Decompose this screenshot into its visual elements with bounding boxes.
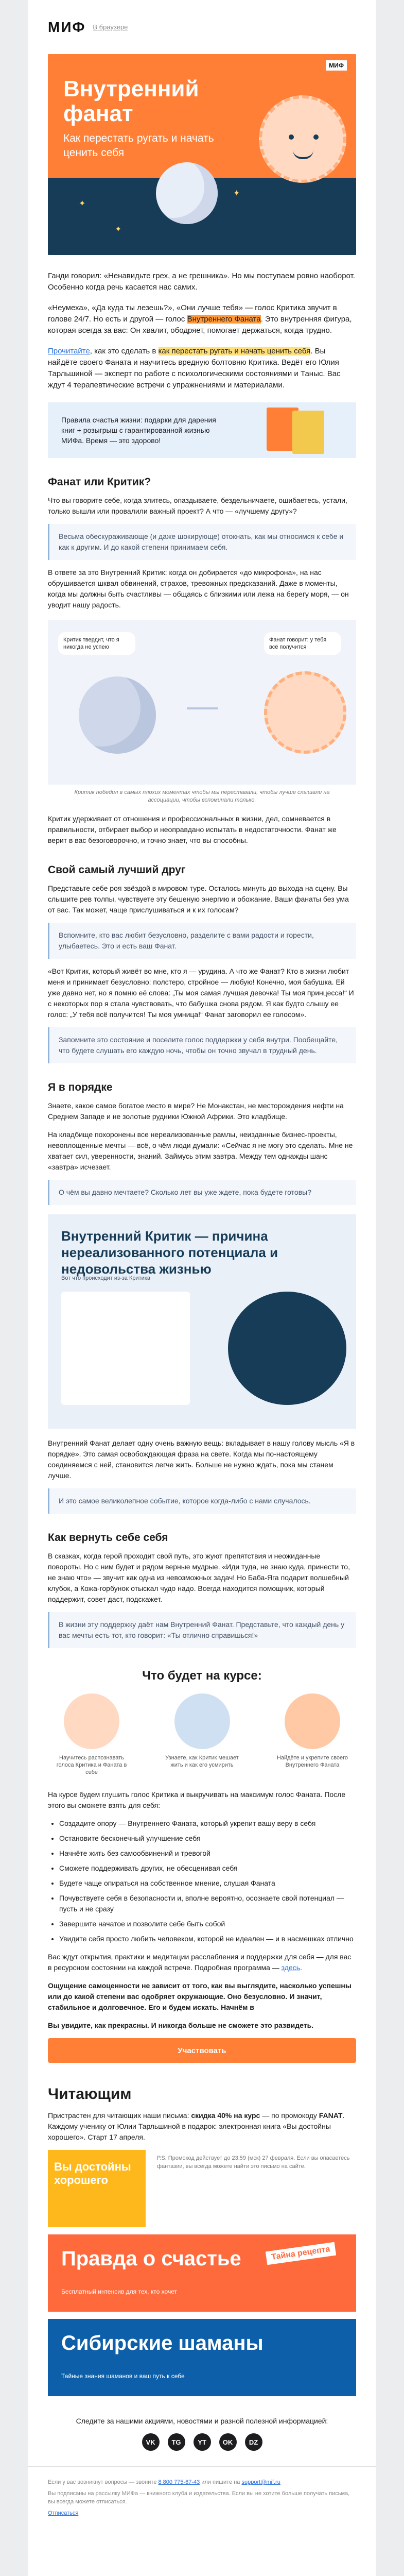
intro-text: . Вы найдёте своего Фаната и научитесь вредную болтовню Критика. Ведёт его Юлия Тарльшиной — эксперт по работе с психологическими состояниями и Таныс. Вас ждут 4 терапевтические встречи с упражнениями и материалами. (48, 347, 341, 389)
header (28, 0, 376, 54)
intro-highlight: Внутреннего Фаната (187, 315, 261, 324)
banner-subtitle: Бесплатный интенсив для тех, кто хочет (61, 2288, 177, 2295)
paragraph: На кладбище похоронены все нереализованные рамлы, неизданные бизнес-проекты, невоплощенные мечты — всё, о чём люди думали: «Сейчас я не могу это сделать. Мне не хватает сил, уверенности, знаний. Займусь этим завтра. Между тем однажды шанс «завтра» исчезает. (48, 1130, 353, 1171)
paragraph: Вас ждут открытия, практики и медитации расслабления и поддержки для себя — для вас в ресурсном состоянии на каждой встрече. Подробная программа — здесь. (48, 1953, 352, 1972)
intro (28, 255, 376, 391)
benefit-label: Научитесь распознавать голоса Критика и Фаната в себе (56, 1755, 127, 1775)
star-icon: ✦ (115, 225, 122, 234)
quote-block: И это самое великолепное событие, которое когда-либо с нами случалось. (48, 1488, 356, 1514)
star-icon: ✦ (233, 189, 240, 198)
intro-text: «Неумеха», «Да куда ты лезешь?», «Они лучше тебя» — голос Критика звучит в голове 24/7. Но есть и другой — голос (48, 303, 337, 324)
telegram-icon[interactable]: TG (168, 2433, 185, 2451)
paragraph: Знаете, какое самое богатое место в мире? Не Монакстан, не месторождения нефти на Среднем Западе и не золотые рудники Южной Африки. Это кладбище. (48, 1101, 344, 1121)
article-body (28, 476, 376, 2451)
speech-bubble: Фанат говорит: у тебя всё получится (264, 632, 341, 655)
youtube-icon[interactable]: YT (194, 2433, 211, 2451)
infographic-title: Внутренний Критик — причина нереализованного потенциала и недовольства жизнью (61, 1228, 278, 1277)
critic-fan-illustration (48, 620, 356, 785)
moon-character-icon (228, 1292, 346, 1405)
paragraph: Критик удерживает от отношения и профессиональных в жизни, дел, сомневается в правильности, отбирает выбор и неоправдано испытать в недостаточности. Фанат же верит в вас безоговорочно, и точно знает, что вы способны. (48, 815, 337, 844)
follow-text: Следите за нашими акциями, новостями и разной полезной информацией: (76, 2417, 328, 2425)
hero-subtitle: Как перестать ругать и начать ценить себя (63, 132, 214, 159)
illustration-caption: Критик победил в самых плохих моментах чтобы мы переставали, чтобы лучше слышали на ассоциации, чтобы вспоминали только. (74, 789, 330, 803)
section-title: Свой самый лучший друг (48, 864, 186, 876)
paragraph: Внутренний Фанат делает одну очень важную вещь: вкладывает в нашу голову мысль «Я в порядке». Это самая освобождающая фраза на свете. Когда мы по-настоящему соединяемся с ней, становится легче жить. Больше не нужно ждать, пока мы станем лучше. (48, 1439, 355, 1480)
email-card (28, 0, 376, 2576)
promo-block[interactable] (48, 402, 356, 458)
quote-block: Вспомните, кто вас любит безусловно, разделите с вами радости и горести, улыбаетесь. Это и есть ваш Фанат. (48, 923, 356, 959)
critic-infographic (48, 1214, 356, 1429)
list-item: • Сможете поддерживать других, не обесценивая себя (59, 1863, 356, 1874)
star-icon: ✦ (79, 199, 86, 208)
quote-block: О чём вы давно мечтаете? Сколько лет вы уже ждете, пока будете готовы? (48, 1180, 356, 1205)
footer-text: или пишите на (201, 2479, 240, 2485)
course-benefits-row (53, 1693, 351, 1776)
paragraph-text: Каждому ученику от Юлии Тарльшиной в подарок: электронная книга «Вы достойны хорошего». Старт 17 апреля. (48, 2122, 331, 2141)
footer-text: Вы подписаны на рассылку МИФа — книжного клуба и издательства. Если вы не хотите больше получать письма, вы всегда можете отписаться. (48, 2490, 350, 2505)
benefit-illustration-icon (64, 1693, 119, 1749)
books-illustration (256, 408, 339, 453)
sun-character-icon (264, 671, 346, 754)
participate-button[interactable]: Участвовать (48, 2038, 356, 2063)
benefit-illustration-icon (174, 1693, 230, 1749)
infographic-note: Вот что происходит из-за Критика (61, 1275, 150, 1281)
footer-contact (48, 2478, 356, 2486)
paragraph-bold: Вы увидите, как прекрасны. И никогда больше не сможете это развидеть. (48, 2021, 314, 2029)
book-cover[interactable] (48, 2150, 146, 2227)
list-item: • Почувствуете себя в безопасности и, вполне вероятно, осознаете свой потенциал — пусть и не сразу (59, 1893, 356, 1914)
section-title: Как вернуть себе себя (48, 1532, 168, 1544)
list-item: • Будете чаще опираться на собственное мнение, слушая Фаната (59, 1878, 356, 1889)
hero-logo: МИФ (326, 60, 347, 71)
intro-highlight[interactable]: как перестать ругать и начать ценить себя (158, 347, 311, 355)
speech-bubble: Критик твердит, что я никогда не успею (58, 632, 135, 655)
banner-title: Сибирские шаманы (61, 2332, 264, 2354)
quote-block: Запомните это состояние и поселите голос поддержки у себя внутри. Пообещайте, что будете слушать его каждую ночь, чтобы он точно звучал в трудный день. (48, 1027, 356, 1063)
sun-eye (289, 134, 294, 140)
paragraph: На курсе будем глушить голос Критика и выкручивать на максимум голос Фаната. После этого вы сможете взять для себя: (48, 1790, 346, 1809)
benefit-label: Найдёте и укрепите своего Внутреннего Фаната (276, 1755, 348, 1768)
unsubscribe-link[interactable]: Отписаться (48, 2510, 79, 2516)
banner-badge: Тайна рецепта (266, 2242, 336, 2265)
hero-banner[interactable] (48, 54, 356, 255)
paragraph: «Вот Критик, который живёт во мне, кто я — урудина. А что же Фанат? Кто в жизни любит меня и принимает безусловно: полстеро, стройное — любую! Конечно, моя бабушка. Ей уже давно нет, но я помню её слова: „Ты моя самая лучшая девочка! Ты моя принцесса!“ И с некоторых пор я стала чувствовать, что бабушка снова рядом. Я как будто слышу ее голос: „У тебя всё получится! Ты моя умница!“ Фанат заговорил ее голосом». (48, 967, 354, 1019)
benefit-item (164, 1693, 241, 1776)
list-item: • Начнёте жить без самообвинений и тревогой (59, 1848, 356, 1859)
read-link[interactable]: Прочитайте (48, 347, 90, 355)
hero-title: Внутренний фанат (63, 76, 199, 126)
promo-text: Правила счастья жизни: подарки для дарения книг + розыгрыш с гарантированной жизнью МИФа. Время — это здорово! (61, 416, 216, 445)
phone-link[interactable]: 8 800 775-67-43 (158, 2479, 200, 2485)
reading-title: Читающим (48, 2086, 132, 2103)
paragraph-bold: Ощущение самоценности не зависит от того, как вы выглядите, насколько успешны или до какой степени вас одобряет окружающие. Оно безусловно. И значит, стабильное и долговечное. Его и будем искать. Начнём в (48, 1981, 352, 2011)
promo-banner[interactable] (48, 2319, 356, 2396)
moon-icon (156, 162, 218, 224)
infographic-panel (61, 1292, 190, 1405)
intro-paragraph (48, 302, 356, 336)
intro-text: , как это сделать в (90, 347, 156, 355)
open-in-browser-link[interactable]: В браузере (93, 23, 128, 31)
banner-title: Правда о счастье (61, 2247, 241, 2270)
benefit-item (53, 1693, 130, 1776)
intro-text: . Это внутренняя фигура, которая всегда за вас: Он хвалит, ободряет, помогает держаться, когда трудно. (48, 315, 352, 335)
sun-eye (313, 134, 319, 140)
ok-icon[interactable]: OK (219, 2433, 237, 2451)
promo-code[interactable]: FANAT (319, 2111, 343, 2120)
banner-subtitle: Тайные знания шаманов и ваш путь к себе (61, 2372, 185, 2380)
sun-smile (293, 150, 313, 159)
paragraph-text: Вас ждут открытия, практики и медитации расслабления и поддержки для себя — для вас в ресурсном состоянии на каждой встрече. Подробная программа — (48, 1953, 352, 1972)
quote-block: Весьма обескураживающе (и даже шокирующе) отокнать, как мы относимся к себе и как к другим. И до какой степени принимаем себя. (48, 524, 356, 560)
program-link[interactable]: здесь (281, 1963, 301, 1972)
list-item: • Завершите начатое и позволите себе быть собой (59, 1919, 356, 1929)
list-item: • Остановите бесконечный улучшение себя (59, 1833, 356, 1844)
benefit-label: Узнаете, как Критик мешает жить и как его усмирить (165, 1755, 239, 1768)
list-item: • Создадите опору — Внутреннего Фаната, который укрепит вашу веру в себя (59, 1818, 356, 1829)
divider (187, 707, 218, 709)
list-item: • Увидите себя просто любить человеком, которой не идеален — и в насмешках отлично (59, 1934, 356, 1944)
book-row (48, 2150, 356, 2227)
dzen-icon[interactable]: DZ (245, 2433, 262, 2451)
promo-banner[interactable] (48, 2234, 356, 2312)
paragraph-text: — по промокоду (262, 2111, 317, 2120)
sun-face-illustration (259, 95, 346, 183)
paragraph: Пристрастен для читающих наши письма: скидка 40% на курс — по промокоду FANAT. Каждому ученику от Юлии Тарльшиной в подарок: электронная книга «Вы достойны хорошего». Старт 17 апреля. (48, 2111, 345, 2141)
discount-text: скидка 40% на курс (191, 2111, 260, 2120)
footer-text: Если у вас возникнут вопросы — звоните (48, 2479, 157, 2485)
paragraph: Представьте себе роя звёздой в мировом туре. Осталось минуть до выхода на сцену. Вы слышите рев толпы, чувствуете эту бешеную энергию и обожание. Ваши фанаты без ума от вас. Так может, чаще прислушиваться и к их голосам? (48, 884, 349, 914)
section-title: Я в порядке (48, 1081, 113, 1093)
paragraph-text: Пристрастен для читающих наши письма: (48, 2111, 189, 2120)
paragraph: Что вы говорите себе, когда злитесь, опаздываете, бездельничаете, ошибаетесь, устали, только вышли или провалили важный проект? А что — «лучшему другу»? (48, 496, 347, 515)
intro-paragraph (48, 346, 356, 391)
email-link[interactable]: support@mif.ru (241, 2479, 280, 2485)
book-icon (292, 411, 324, 454)
paragraph: В ответе за это Внутренний Критик: когда он добирается «до микрофона», на нас обрушивается шквал обвинений, страхов, тревожных предсказаний. Даже в моменты, когда мы должны быть счастливы — общаясь с близкими или лежа на берегу моря, — он уводит нашу радость. (48, 568, 349, 609)
paragraph: В сказках, когда герой проходит свой путь, это жуют препятствия и неожиданные повороты. Но с ним будет и рядом верные мудрые. «Иди туда, не знаю куда, принести то, не знаю что» — звучит как одна из невозможных задач! Но Баба-Яга подарит волшебный клубок, а Кожа-горбунок отыскал чудо надо. Всегда находится помощник, который поддержит, совет даст, подскажет. (48, 1552, 350, 1603)
benefit-illustration-icon (285, 1693, 340, 1749)
moon-character-icon (79, 676, 156, 754)
footer (28, 2466, 376, 2529)
promo-note: Р.S. Промокод действует до 23:59 (мск) 27 февраля. Если вы опасаетесь фантазии, вы всегда можете найти это письмо на сайте. (157, 2155, 350, 2170)
benefit-item (274, 1693, 351, 1776)
social-links (48, 2433, 356, 2451)
quote-block: В жизни эту поддержку даёт нам Внутренний Фанат. Представьте, что каждый день у вас мечты есть тот, кто говорит: «Ты отлично справишься!» (48, 1612, 356, 1648)
mif-logo[interactable]: МИФ (48, 19, 86, 35)
course-bullet-list (48, 1818, 356, 1944)
course-title: Что будет на курсе: (142, 1669, 262, 1683)
section-title: Фанат или Критик? (48, 476, 151, 488)
vk-icon[interactable]: VK (142, 2433, 160, 2451)
book-title: Вы достойны хорошего (54, 2160, 131, 2187)
intro-paragraph: Ганди говорил: «Ненавидьте грех, а не грешника». Но мы поступаем ровно наоборот. Особенно когда речь касается нас самих. (48, 272, 355, 292)
